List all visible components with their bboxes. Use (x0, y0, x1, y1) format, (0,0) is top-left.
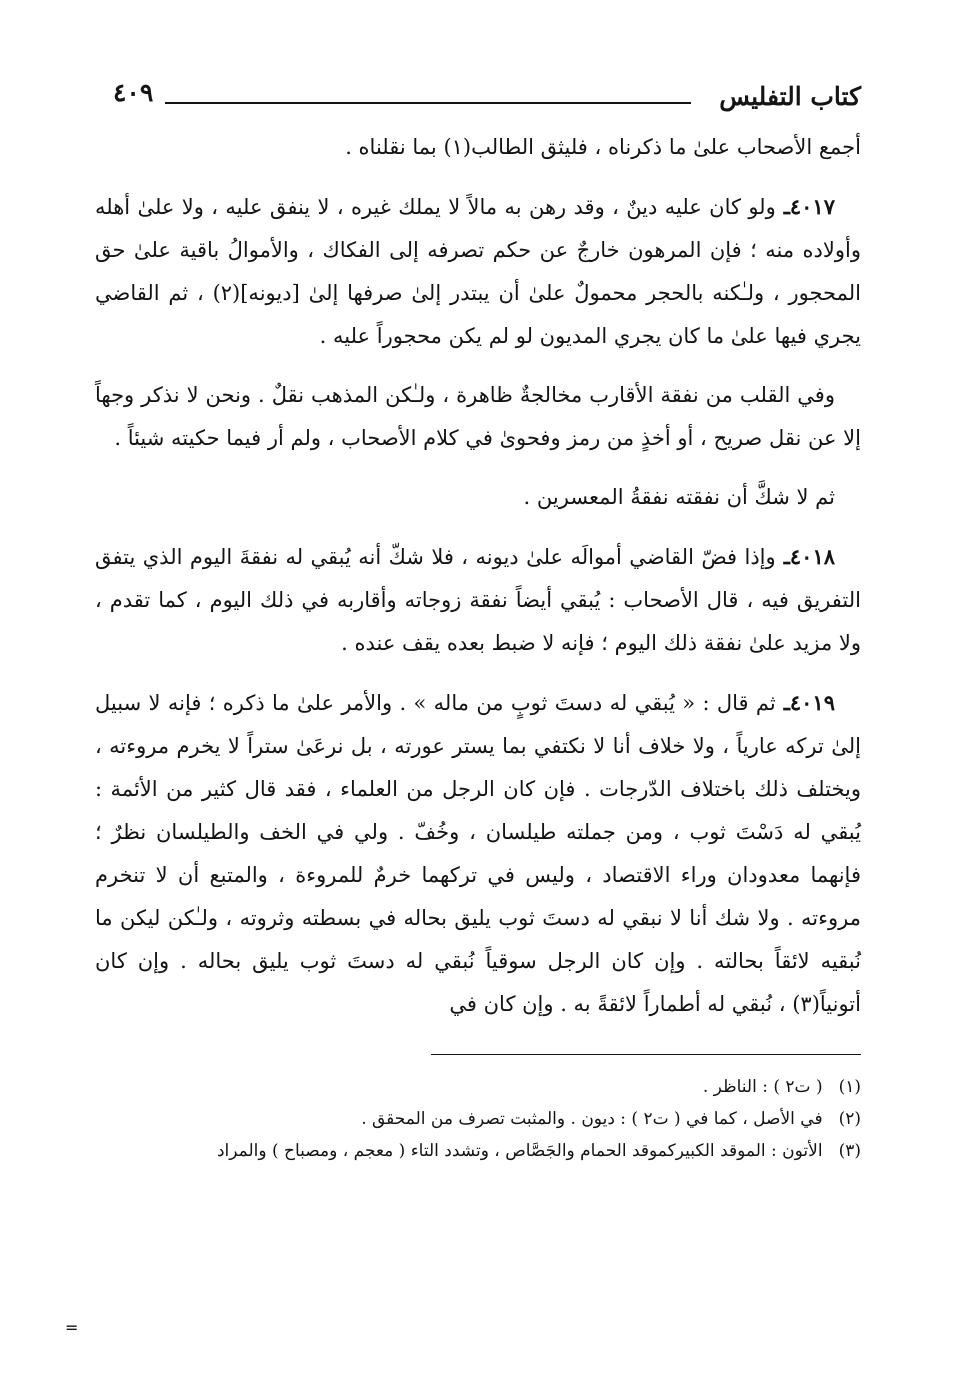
footnote-separator (431, 1054, 861, 1055)
footnote-mark: (٣) (838, 1141, 861, 1161)
header-rule (165, 102, 691, 104)
paragraph-text: وإذا فضّ القاضي أموالَه علىٰ ديونه ، فلا شكّ أنه يُبقي له نفقةَ اليوم الذي يتفق التفريق فيه ، قال الأصحاب : يُبقي أيضاً نفقة زوجاته وأقاربه في ذلك اليوم ، كما تقدم ، ولا مزيد علىٰ نفقة ذلك اليوم ؛ فإنه لا ضبط بعده يقف عنده . (95, 545, 861, 655)
paragraph-4019 (95, 681, 861, 1026)
footnote-3 (95, 1135, 861, 1167)
paragraph-text: أجمع الأصحاب علىٰ ما ذكرناه ، فليثق الطالب(١) بما نقلناه . (345, 135, 861, 159)
footnotes (95, 1071, 861, 1167)
footnote-mark: (١) (838, 1077, 861, 1097)
footnote-text: ( ت٢ ) : الناظر . (702, 1077, 823, 1097)
page-header (95, 78, 861, 118)
book-page (95, 78, 861, 1395)
continuation-mark: = (65, 1318, 79, 1337)
footnote-2 (95, 1103, 861, 1135)
footnote-1 (95, 1071, 861, 1103)
footnote-mark: (٢) (838, 1109, 861, 1129)
page-number: ٤٠٩ (113, 78, 154, 107)
paragraph-4017 (95, 185, 861, 358)
paragraph-4 (95, 476, 861, 519)
paragraph-1 (95, 126, 861, 169)
paragraph-number: ٤٠١٨ـ (775, 544, 836, 569)
body-text (95, 126, 861, 1026)
paragraph-number: ٤٠١٧ـ (775, 194, 835, 219)
footnote-text: الأتون : الموقد الكبيركموقد الحمام والجَصَّاص ، وتشدد التاء ( معجم ، ومصباح ) والمراد (216, 1141, 823, 1161)
paragraph-4018 (95, 535, 861, 665)
footnote-text: في الأصل ، كما في ( ت٢ ) : ديون . والمثبت تصرف من المحقق . (361, 1109, 823, 1129)
paragraph-number: ٤٠١٩ـ (775, 690, 835, 715)
book-title: كتاب التفليس (719, 82, 861, 111)
paragraph-text: ولو كان عليه دينٌ ، وقد رهن به مالاً لا يملك غيره ، لا ينفق عليه ، ولا علىٰ أهله وأولاده منه ؛ فإن المرهون خارجٌ عن حكم تصرفه إلى الفكاك ، والأموالُ باقية علىٰ حق المحجور ، ولـٰكنه بالحجر محمولٌ علىٰ أن يبتدر إلىٰ صرفها إلىٰ [ديونه](٢) ، ثم القاضي يجري فيها علىٰ ما كان يجري المديون لو لم يكن محجوراً عليه . (95, 195, 861, 348)
paragraph-3 (95, 374, 861, 460)
paragraph-text: وفي القلب من نفقة الأقارب مخالجةٌ ظاهرة ، ولـٰكن المذهب نقلٌ . ونحن لا نذكر وجهاً إلا عن نقل صريح ، أو أخذٍ من رمز وفحوىٰ في كلام الأصحاب ، ولم أر فيما حكيته شيئاً . (95, 383, 861, 450)
paragraph-text: ثم قال : « يُبقي له دستَ ثوبٍ من ماله » . والأمر علىٰ ما ذكره ؛ فإنه لا سبيل إلىٰ تركه عارياً ، ولا خلاف أنا لا نكتفي بما يستر عورته ، بل نرعَىٰ ستراً لا يخرم مروءته ، ويختلف ذلك باختلاف الدّرجات . فإن كان الرجل من العلماء ، فقد قال كثير من الأئمة : يُبقي له دَسْتَ ثوب ، ومن جملته طيلسان ، وخُفّ . ولي في الخف والطيلسان نظرٌ ؛ فإنهما معدودان وراء الاقتصاد ، وليس في تركهما خرمٌ للمروءة ، والمتبع أن لا تنخرم مروءته . ولا شك أنا لا نبقي له دستَ ثوب يليق بحاله في بسطته وثروته ، ولـٰكن ليكن ما نُبقيه لائقاً بحالته . وإن كان الرجل سوقياً نُبقي له دستَ ثوب يليق بحاله . وإن كان أتونياً(٣) ، نُبقي له أطماراً لائقةً به . وإن كان في (95, 691, 861, 1016)
paragraph-text: ثم لا شكَّ أن نفقته نفقةُ المعسرين . (523, 485, 835, 509)
